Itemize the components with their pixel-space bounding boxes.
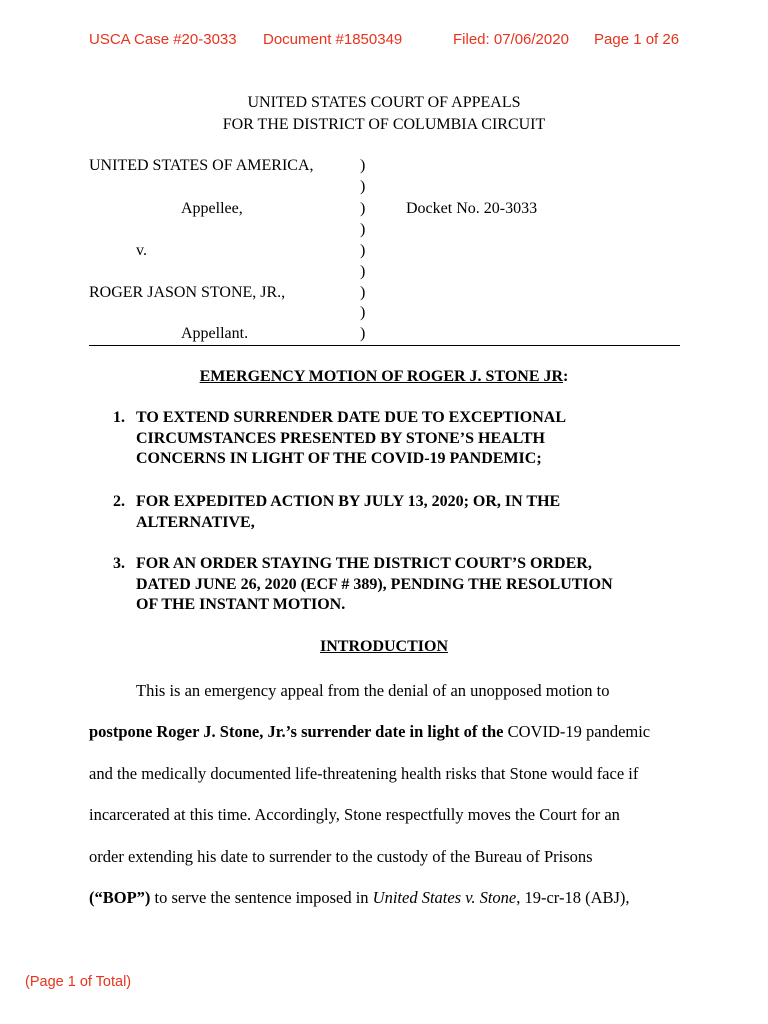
intro-line-5: order extending his date to surrender to the custody of the Bureau of Prisons — [89, 847, 593, 866]
case-number: USCA Case #20-3033 — [89, 31, 237, 48]
caption-paren: ) — [360, 221, 366, 238]
caption-paren: ) — [360, 242, 366, 259]
introduction-heading — [0, 638, 768, 656]
role-appellee: Appellee, — [181, 200, 243, 217]
caption-paren: ) — [360, 178, 366, 195]
item-line: ALTERNATIVE, — [136, 513, 255, 531]
item-line: FOR AN ORDER STAYING THE DISTRICT COURT’S ORDER, — [136, 555, 592, 572]
court-title-line1: UNITED STATES COURT OF APPEALS — [247, 94, 521, 111]
role-appellant: Appellant. — [181, 325, 249, 342]
intro-text: COVID-19 pandemic — [503, 722, 651, 741]
caption-paren: ) — [360, 200, 366, 217]
motion-title — [0, 368, 768, 386]
caption-paren: ) — [360, 284, 366, 301]
item-number: 2. — [113, 493, 125, 510]
intro-bop-abbrev: (“BOP”) — [89, 888, 151, 907]
motion-title-text: EMERGENCY MOTION OF ROGER J. STONE JR — [199, 368, 564, 385]
court-title-line2: FOR THE DISTRICT OF COLUMBIA CIRCUIT — [222, 116, 546, 133]
intro-bold-phrase: postpone Roger J. Stone, Jr.’s surrender date in light of the — [89, 722, 504, 741]
docket-number: Docket No. 20-3033 — [406, 200, 538, 217]
item-text — [136, 408, 566, 470]
item-text — [136, 554, 613, 616]
item-line: OF THE INSTANT MOTION. — [136, 596, 346, 613]
caption-paren: ) — [360, 304, 366, 321]
caption-paren: ) — [360, 263, 366, 280]
caption-rule — [89, 345, 680, 346]
page-total-footer: (Page 1 of Total) — [25, 974, 132, 990]
filed-date: Filed: 07/06/2020 — [453, 31, 569, 48]
item-text — [136, 492, 560, 533]
motion-title-colon: : — [563, 368, 569, 385]
item-number: 3. — [113, 555, 125, 572]
item-line: CONCERNS IN LIGHT OF THE COVID-19 PANDEMIC; — [136, 450, 542, 467]
intro-line-1: This is an emergency appeal from the denial of an unopposed motion to — [136, 681, 610, 700]
party-plaintiff: UNITED STATES OF AMERICA, — [89, 157, 314, 174]
caption-paren: ) — [360, 325, 366, 342]
intro-case-name: United States v. Stone — [372, 888, 517, 907]
intro-text: to serve the sentence imposed in — [150, 888, 373, 907]
page-indicator: Page 1 of 26 — [594, 31, 680, 48]
item-line: FOR EXPEDITED ACTION BY JULY 13, 2020; OR, IN THE — [136, 493, 561, 510]
intro-line-3: and the medically documented life-threatening health risks that Stone would face if — [89, 764, 639, 783]
party-defendant: ROGER JASON STONE, JR., — [89, 284, 286, 301]
caption-paren: ) — [360, 157, 366, 174]
item-line: CIRCUMSTANCES PRESENTED BY STONE’S HEALTH — [136, 429, 545, 447]
document-number: Document #1850349 — [263, 31, 403, 48]
intro-line-6 — [89, 888, 630, 908]
intro-line-2 — [89, 722, 650, 742]
intro-line-4: incarcerated at this time. Accordingly, Stone respectfully moves the Court for an — [89, 805, 620, 824]
intro-text: , 19-cr-18 (ABJ), — [516, 888, 630, 907]
item-number: 1. — [113, 409, 125, 426]
versus: v. — [136, 242, 147, 259]
introduction-heading-text: INTRODUCTION — [319, 638, 448, 655]
item-line: TO EXTEND SURRENDER DATE DUE TO EXCEPTIONAL — [136, 409, 567, 426]
item-line: DATED JUNE 26, 2020 (ECF # 389), PENDING THE RESOLUTION — [136, 575, 613, 593]
